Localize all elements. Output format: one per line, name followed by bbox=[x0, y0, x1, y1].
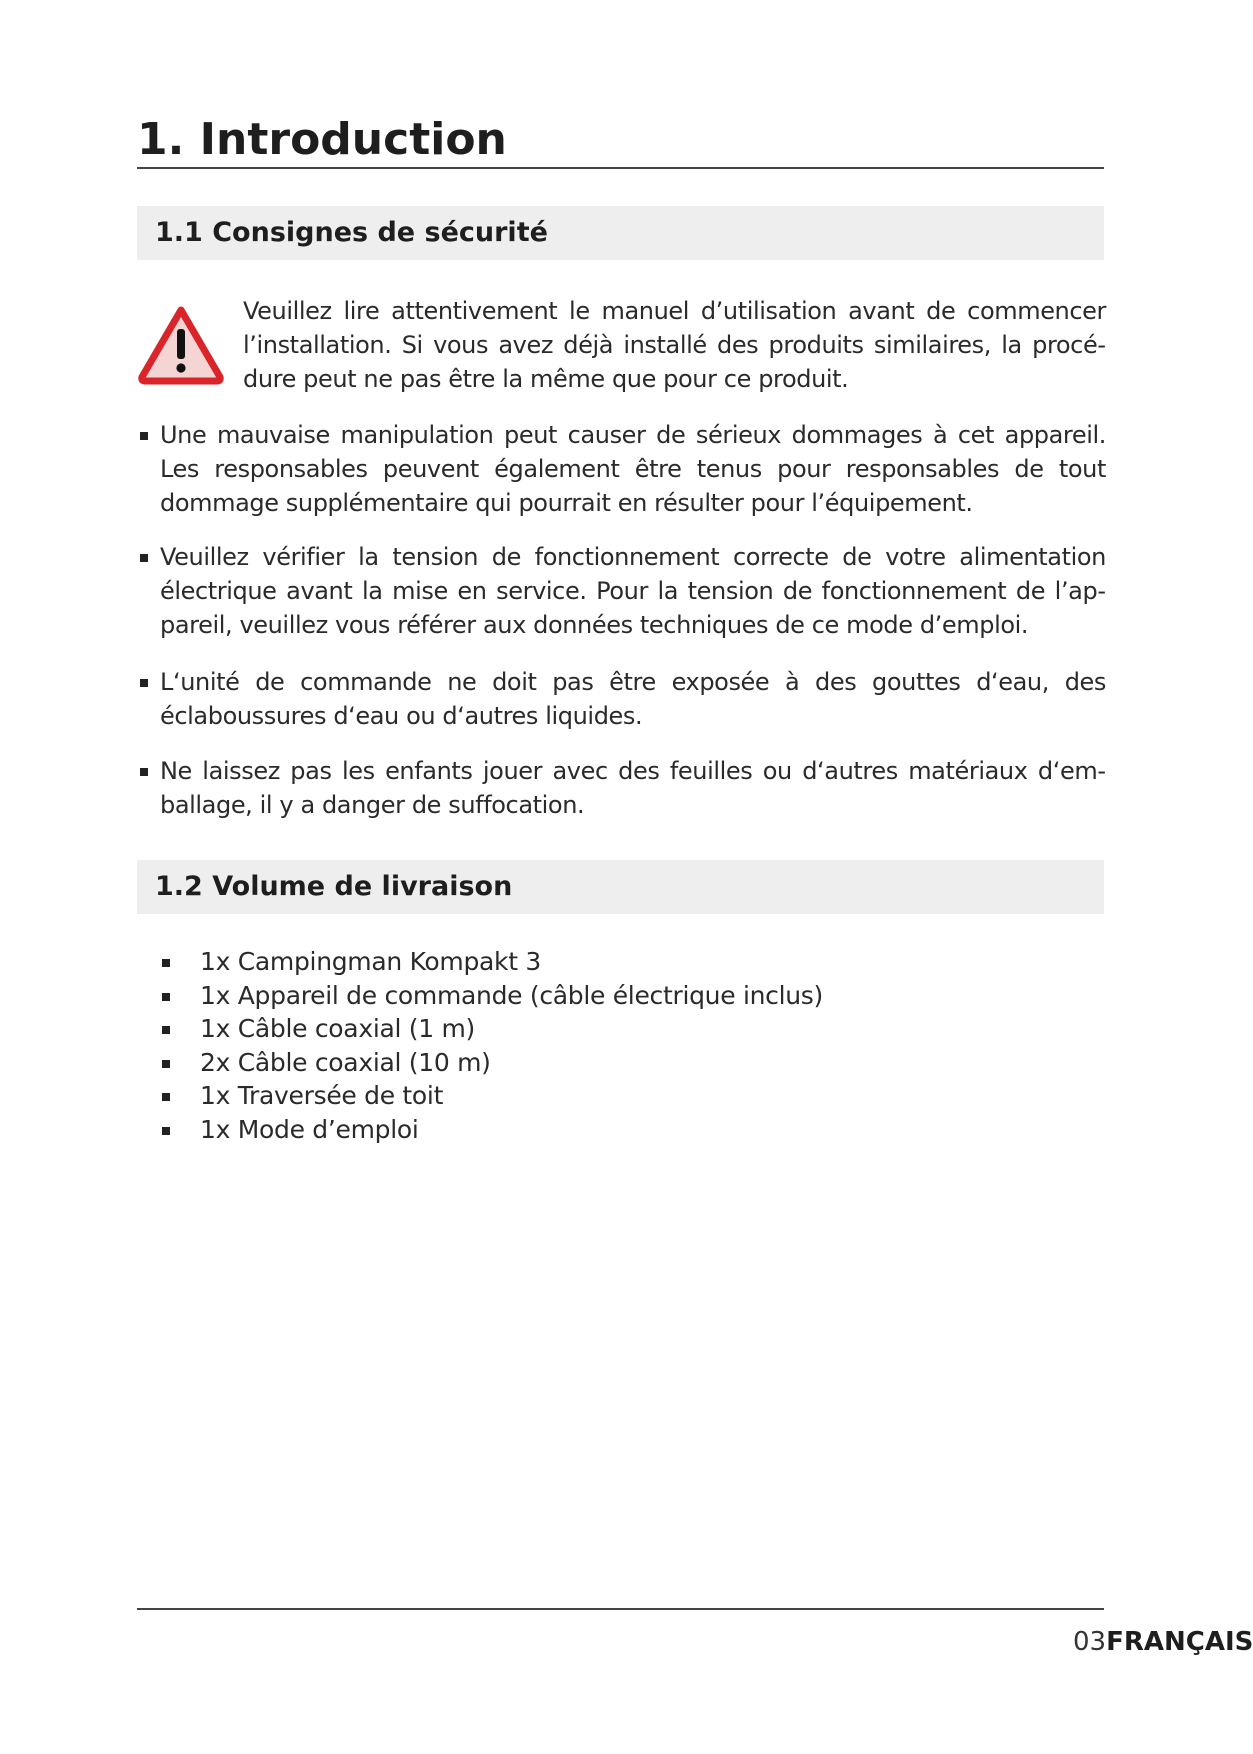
bullet-square-icon bbox=[162, 1093, 170, 1101]
delivery-item: 1x Mode d’emploi bbox=[160, 1113, 823, 1147]
bullet-square-icon bbox=[140, 554, 148, 562]
footer-divider bbox=[137, 1608, 1104, 1610]
delivery-item: 2x Câble coaxial (10 m) bbox=[160, 1046, 823, 1080]
section-safety-title: 1.1 Consignes de sécurité bbox=[155, 217, 548, 248]
section-delivery-header bbox=[137, 860, 1104, 914]
page-number: 03 bbox=[1073, 1627, 1107, 1657]
bullet-square-icon bbox=[162, 1026, 170, 1034]
safety-bullet-4 bbox=[137, 754, 1106, 822]
delivery-item: 1x Campingman Kompakt 3 bbox=[160, 945, 823, 979]
title-divider bbox=[137, 167, 1104, 169]
warning-text: Veuillez lire attentivement le manuel d’utilisation avant de commencer l’installation. Si vous avez déjà installé des produits similaires, la procédure peut ne pas être la même que pour ce produit. bbox=[243, 297, 1106, 393]
delivery-item: 1x Appareil de commande (câble électrique inclus) bbox=[160, 979, 823, 1013]
section-delivery-title: 1.2 Volume de livraison bbox=[155, 871, 513, 902]
bullet-square-icon bbox=[140, 768, 148, 776]
bullet-square-icon bbox=[140, 432, 148, 440]
bullet-square-icon bbox=[140, 679, 148, 687]
delivery-item: 1x Traversée de toit bbox=[160, 1079, 823, 1113]
safety-bullet-list bbox=[137, 754, 1106, 822]
safety-bullet-2 bbox=[137, 540, 1106, 642]
bullet-square-icon bbox=[162, 1127, 170, 1135]
delivery-item: 1x Câble coaxial (1 m) bbox=[160, 1012, 823, 1046]
safety-bullet-text: L‘unité de commande ne doit pas être exposée à des gouttes d‘eau, des éclaboussures d‘eau ou d‘autres liquides. bbox=[160, 668, 1106, 730]
page-title: 1. Introduction bbox=[137, 114, 507, 165]
bullet-square-icon bbox=[162, 993, 170, 1001]
safety-bullet-text: Une mauvaise manipulation peut causer de sérieux dommages à cet appareil. Les responsables peuvent également être tenus pour responsables de tout dommage supplémentaire qui pourrait en résulter pour l’équipement. bbox=[160, 421, 1106, 517]
safety-bullet-text: Veuillez vérifier la tension de fonctionnement correcte de votre alimentation électrique avant la mise en service. Pour la tension de fonctionnement de l’appareil, veuillez vous référer aux données techniques de ce mode d’emploi. bbox=[160, 543, 1106, 639]
warning-triangle-icon bbox=[137, 303, 225, 385]
safety-bullet-list bbox=[137, 540, 1106, 642]
delivery-list bbox=[160, 945, 823, 1146]
bullet-square-icon bbox=[162, 959, 170, 967]
safety-bullet-list bbox=[137, 665, 1106, 733]
safety-bullet-3 bbox=[137, 665, 1106, 733]
page-footer bbox=[1073, 1625, 1253, 1659]
bullet-square-icon bbox=[162, 1060, 170, 1068]
section-safety-header bbox=[137, 206, 1104, 260]
safety-bullet-1 bbox=[137, 418, 1106, 520]
footer-language: FRANÇAIS bbox=[1106, 1627, 1253, 1657]
safety-bullet-list bbox=[137, 418, 1106, 520]
safety-bullet-text: Ne laissez pas les enfants jouer avec des feuilles ou d‘autres matériaux d‘emballage, il y a danger de suffocation. bbox=[160, 757, 1106, 819]
